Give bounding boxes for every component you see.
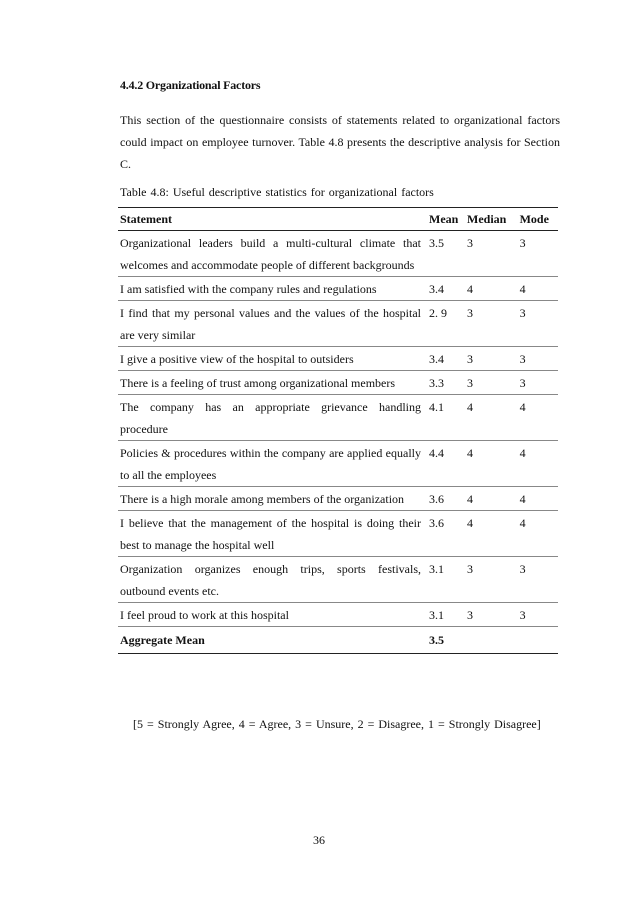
header-median: Median <box>465 208 518 231</box>
table-row <box>118 277 558 301</box>
table-row <box>118 347 558 371</box>
mean-cell: 3.1 <box>427 603 465 627</box>
header-mode: Mode <box>518 208 558 231</box>
aggregate-mode-empty <box>518 627 558 654</box>
mean-cell: 3.4 <box>427 347 465 371</box>
aggregate-mean: 3.5 <box>427 627 465 654</box>
table-row <box>118 441 558 487</box>
median-cell: 4 <box>465 511 518 557</box>
statement-cell: There is a high morale among members of the organization <box>118 487 427 511</box>
median-cell: 3 <box>465 301 518 347</box>
statement-cell: There is a feeling of trust among organizational members <box>118 371 427 395</box>
header-mean: Mean <box>427 208 465 231</box>
statement-cell: Organization organizes enough trips, sports festivals, outbound events etc. <box>118 557 427 603</box>
median-cell: 3 <box>465 231 518 277</box>
header-statement: Statement <box>118 208 427 231</box>
page-number: 36 <box>313 833 325 847</box>
table-row <box>118 557 558 603</box>
mode-cell: 4 <box>518 487 558 511</box>
section-paragraph: This section of the questionnaire consists of statements related to organizational factors could impact on employee turnover. Table 4.8 presents the descriptive analysis for Section C. <box>120 113 560 171</box>
table-row <box>118 231 558 277</box>
descriptive-statistics-table <box>118 207 558 654</box>
mode-cell: 3 <box>518 301 558 347</box>
statement-cell: I feel proud to work at this hospital <box>118 603 427 627</box>
mean-cell: 3.3 <box>427 371 465 395</box>
median-cell: 3 <box>465 603 518 627</box>
statement-cell: The company has an appropriate grievance handling procedure <box>118 395 427 441</box>
mean-cell: 4.1 <box>427 395 465 441</box>
table-row <box>118 301 558 347</box>
aggregate-label: Aggregate Mean <box>118 627 427 654</box>
median-cell: 4 <box>465 487 518 511</box>
statement-cell: I find that my personal values and the values of the hospital are very similar <box>118 301 427 347</box>
aggregate-row <box>118 627 558 654</box>
statement-cell: I give a positive view of the hospital to outsiders <box>118 347 427 371</box>
section-heading: 4.4.2 Organizational Factors <box>120 78 261 92</box>
table-caption: Table 4.8: Useful descriptive statistics for organizational factors <box>120 185 434 199</box>
table-row <box>118 487 558 511</box>
mode-cell: 4 <box>518 277 558 301</box>
median-cell: 4 <box>465 395 518 441</box>
table-row <box>118 603 558 627</box>
mode-cell: 3 <box>518 231 558 277</box>
table-row <box>118 395 558 441</box>
mode-cell: 4 <box>518 441 558 487</box>
median-cell: 3 <box>465 371 518 395</box>
aggregate-median-empty <box>465 627 518 654</box>
mode-cell: 3 <box>518 603 558 627</box>
median-cell: 4 <box>465 441 518 487</box>
mode-cell: 4 <box>518 511 558 557</box>
median-cell: 3 <box>465 347 518 371</box>
table-row <box>118 371 558 395</box>
median-cell: 3 <box>465 557 518 603</box>
mode-cell: 3 <box>518 557 558 603</box>
mode-cell: 3 <box>518 371 558 395</box>
median-cell: 4 <box>465 277 518 301</box>
statement-cell: I believe that the management of the hospital is doing their best to manage the hospital well <box>118 511 427 557</box>
mean-cell: 2. 9 <box>427 301 465 347</box>
mean-cell: 3.6 <box>427 511 465 557</box>
statement-cell: Organizational leaders build a multi-cultural climate that welcomes and accommodate people of different backgrounds <box>118 231 427 277</box>
mean-cell: 3.4 <box>427 277 465 301</box>
statement-cell: I am satisfied with the company rules and regulations <box>118 277 427 301</box>
mean-cell: 3.5 <box>427 231 465 277</box>
table-header-row <box>118 208 558 231</box>
mean-cell: 3.6 <box>427 487 465 511</box>
mode-cell: 4 <box>518 395 558 441</box>
mean-cell: 4.4 <box>427 441 465 487</box>
mode-cell: 3 <box>518 347 558 371</box>
statement-cell: Policies & procedures within the company are applied equally to all the employees <box>118 441 427 487</box>
table-row <box>118 511 558 557</box>
mean-cell: 3.1 <box>427 557 465 603</box>
scale-legend: [5 = Strongly Agree, 4 = Agree, 3 = Unsure, 2 = Disagree, 1 = Strongly Disagree] <box>133 717 541 731</box>
